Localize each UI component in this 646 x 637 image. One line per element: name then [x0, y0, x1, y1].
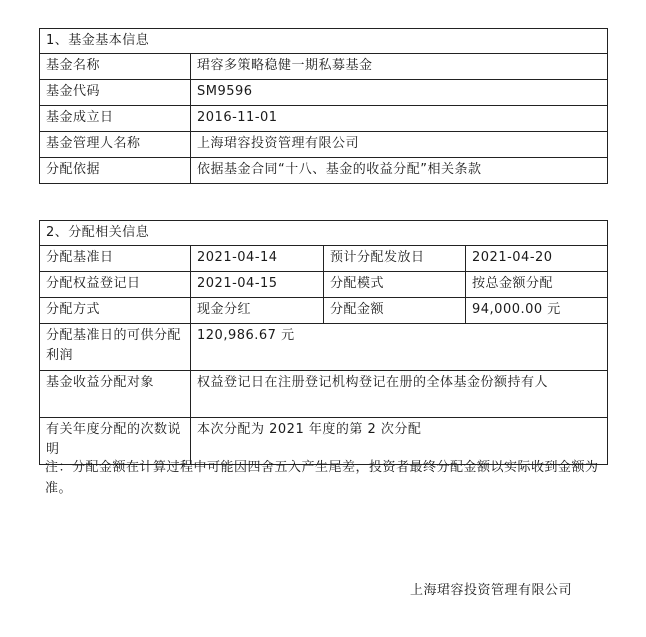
footnote: 注：分配金额在计算过程中可能因四舍五入产生尾差，投资者最终分配金额以实际收到金额为准。 — [45, 460, 599, 496]
company-signature: 上海珺容投资管理有限公司 — [410, 583, 573, 598]
distribution-mode-label: 分配模式 — [324, 272, 466, 298]
distribution-amount-label: 分配金额 — [324, 298, 466, 324]
record-date-value: 2021-04-15 — [191, 272, 324, 298]
distribution-target-label: 基金收益分配对象 — [40, 371, 191, 418]
annual-count-value: 本次分配为 2021 年度的第 2 次分配 — [191, 418, 608, 465]
distribution-target-value: 权益登记日在注册登记机构登记在册的全体基金份额持有人 — [191, 371, 608, 418]
fund-code-label: 基金代码 — [40, 80, 191, 106]
base-date-value: 2021-04-14 — [191, 246, 324, 272]
fund-code-value: SM9596 — [191, 80, 608, 106]
distribution-method-value: 现金分红 — [191, 298, 324, 324]
manager-name-value: 上海珺容投资管理有限公司 — [191, 132, 608, 158]
table-row — [40, 54, 608, 80]
basic-info-table — [39, 28, 608, 184]
establish-date-value: 2016-11-01 — [191, 106, 608, 132]
record-date-label: 分配权益登记日 — [40, 272, 191, 298]
table-row — [40, 371, 608, 418]
section-1-title: 1、基金基本信息 — [40, 29, 608, 54]
section-2-title: 2、分配相关信息 — [40, 221, 608, 246]
table-row — [40, 324, 608, 371]
distribution-amount-value: 94,000.00 元 — [466, 298, 608, 324]
distribution-basis-value: 依据基金合同“十八、基金的收益分配”相关条款 — [191, 158, 608, 184]
table-row — [40, 158, 608, 184]
table-row — [40, 246, 608, 272]
table-row — [40, 132, 608, 158]
distribution-info-table — [39, 220, 608, 465]
table-row — [40, 298, 608, 324]
distributable-profit-label: 分配基准日的可供分配利润 — [40, 324, 191, 371]
annual-count-label: 有关年度分配的次数说明 — [40, 418, 191, 465]
payment-date-label: 预计分配发放日 — [324, 246, 466, 272]
establish-date-label: 基金成立日 — [40, 106, 191, 132]
table-row — [40, 80, 608, 106]
manager-name-label: 基金管理人名称 — [40, 132, 191, 158]
distribution-basis-label: 分配依据 — [40, 158, 191, 184]
table-row — [40, 272, 608, 298]
distributable-profit-value: 120,986.67 元 — [191, 324, 608, 371]
payment-date-value: 2021-04-20 — [466, 246, 608, 272]
distribution-method-label: 分配方式 — [40, 298, 191, 324]
table-row — [40, 106, 608, 132]
fund-name-value: 珺容多策略稳健一期私募基金 — [191, 54, 608, 80]
base-date-label: 分配基准日 — [40, 246, 191, 272]
distribution-mode-value: 按总金额分配 — [466, 272, 608, 298]
fund-name-label: 基金名称 — [40, 54, 191, 80]
